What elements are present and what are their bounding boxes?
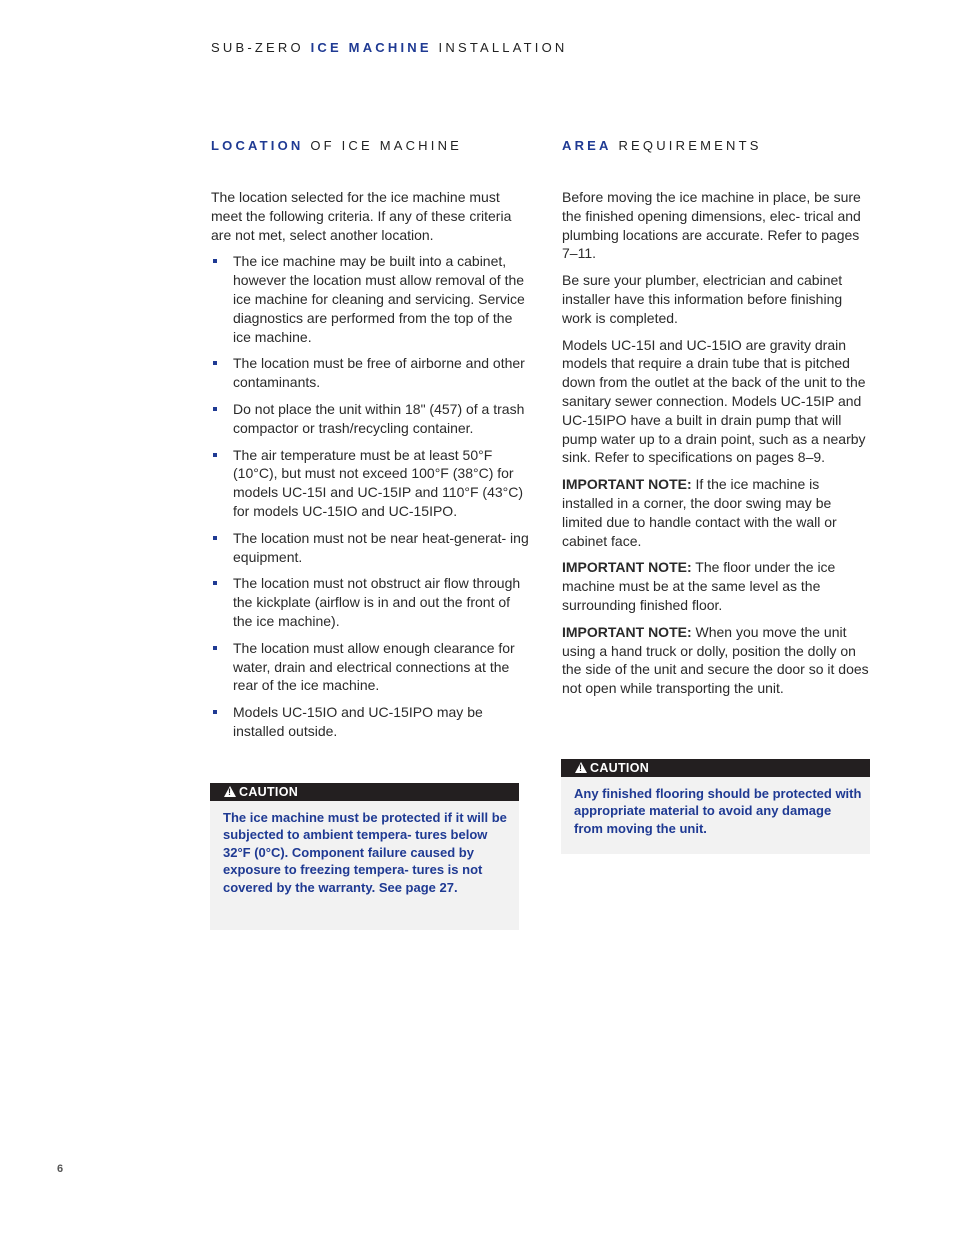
list-item xyxy=(211,252,533,346)
square-bullet-icon xyxy=(213,710,217,714)
running-header xyxy=(211,40,568,55)
warning-triangle-icon xyxy=(224,786,236,797)
list-item xyxy=(211,400,533,438)
important-note-text: If the ice machine is installed in a corner, the door swing may be limited due to handle contact with the wall or cabinet face. xyxy=(562,476,837,549)
location-criteria-list xyxy=(211,252,533,740)
caution-box-flooring xyxy=(561,759,870,854)
caution-label: CAUTION xyxy=(239,785,299,799)
warning-triangle-icon xyxy=(575,762,587,773)
important-note-label: IMPORTANT NOTE: xyxy=(562,623,692,640)
important-note xyxy=(562,623,872,698)
location-heading-highlight: LOCATION xyxy=(211,138,304,153)
caution-text: Any finished flooring should be protected with appropriate material to avoid any damage from moving the unit. xyxy=(574,786,862,836)
area-paragraph: Models UC-15I and UC-15IO are gravity drain models that require a drain tube that is pitched down from the outlet at the back of the unit to the sanitary sewer connection. Models UC-15IP and UC-15IPO have a built in drain pump that will pump water up to a drain point, such as a nearby sink. Refer to specifications on pages 8–9. xyxy=(562,336,866,466)
header-suffix: INSTALLATION xyxy=(431,40,568,55)
page-number: 6 xyxy=(57,1163,64,1175)
area-heading-highlight: AREA xyxy=(562,138,612,153)
square-bullet-icon xyxy=(213,536,217,540)
list-item-text: The location must allow enough clearance for water, drain and electrical connections at the rear of the ice machine. xyxy=(233,639,515,694)
list-item xyxy=(211,574,533,630)
list-item-text: The location must not be near heat-generat- ing equipment. xyxy=(233,529,529,565)
caution-bar xyxy=(210,783,519,801)
list-item xyxy=(211,354,533,392)
list-item xyxy=(211,446,533,521)
important-note-text: When you move the unit using a hand truck or dolly, position the dolly on the side of the unit and secure the door so it does not open while transporting the unit. xyxy=(562,623,869,697)
caution-box-freezing xyxy=(210,783,519,930)
square-bullet-icon xyxy=(213,361,217,365)
list-item xyxy=(211,529,533,567)
caution-text: The ice machine must be protected if it will be subjected to ambient tempera- tures below 32°F (0°C). Component failure caused by exposure to freezing tempera- tures is not covered by the warranty. See page 27. xyxy=(223,810,507,895)
location-intro: The location selected for the ice machine must meet the following criteria. If any of these criteria are not met, select another location. xyxy=(211,189,512,243)
location-column xyxy=(211,138,533,749)
list-item xyxy=(211,639,533,695)
square-bullet-icon xyxy=(213,407,217,411)
location-heading-rest: OF ICE MACHINE xyxy=(303,138,463,153)
list-item-text: Models UC-15IO and UC-15IPO may be installed outside. xyxy=(233,704,483,739)
list-item-text: The location must not obstruct air flow through the kickplate (airflow is in and out the front of the ice machine). xyxy=(233,575,521,629)
square-bullet-icon xyxy=(213,581,217,585)
area-paragraph: Be sure your plumber, electrician and cabinet installer have this information before finishing work is completed. xyxy=(562,272,843,326)
important-note-label: IMPORTANT NOTE: xyxy=(562,559,692,576)
area-paragraph: Before moving the ice machine in place, be sure the finished opening dimensions, elec- trical and plumbing locations are accurate. Refer to pages 7–11. xyxy=(562,189,861,262)
important-note xyxy=(562,475,872,550)
important-note xyxy=(562,558,872,614)
area-heading xyxy=(562,138,872,154)
square-bullet-icon xyxy=(213,259,217,263)
location-heading xyxy=(211,138,533,154)
important-note-text: The floor under the ice machine must be at the same level as the surrounding finished floor. xyxy=(562,559,836,613)
square-bullet-icon xyxy=(213,453,217,457)
caution-label: CAUTION xyxy=(590,761,650,775)
important-note-label: IMPORTANT NOTE: xyxy=(562,476,692,493)
header-highlight: ICE MACHINE xyxy=(310,40,432,55)
list-item-text: Do not place the unit within 18" (457) of a trash compactor or trash/recycling container. xyxy=(233,400,525,436)
area-heading-rest: REQUIREMENTS xyxy=(611,138,762,153)
square-bullet-icon xyxy=(213,646,217,650)
caution-bar xyxy=(561,759,870,777)
header-prefix: SUB-ZERO xyxy=(211,40,311,55)
area-requirements-column xyxy=(562,138,872,706)
list-item-text: The location must be free of airborne and other contaminants. xyxy=(233,355,525,391)
list-item xyxy=(211,703,533,741)
list-item-text: The air temperature must be at least 50°F (10°C), but must not exceed 100°F (38°C) for models UC-15I and UC-15IP and 110°F (43°C) for models UC-15IO and UC-15IPO. xyxy=(233,446,524,519)
list-item-text: The ice machine may be built into a cabinet, however the location must allow removal of the ice machine for cleaning and servicing. Service diagnostics are performed from the top of the ice machine. xyxy=(233,253,525,345)
